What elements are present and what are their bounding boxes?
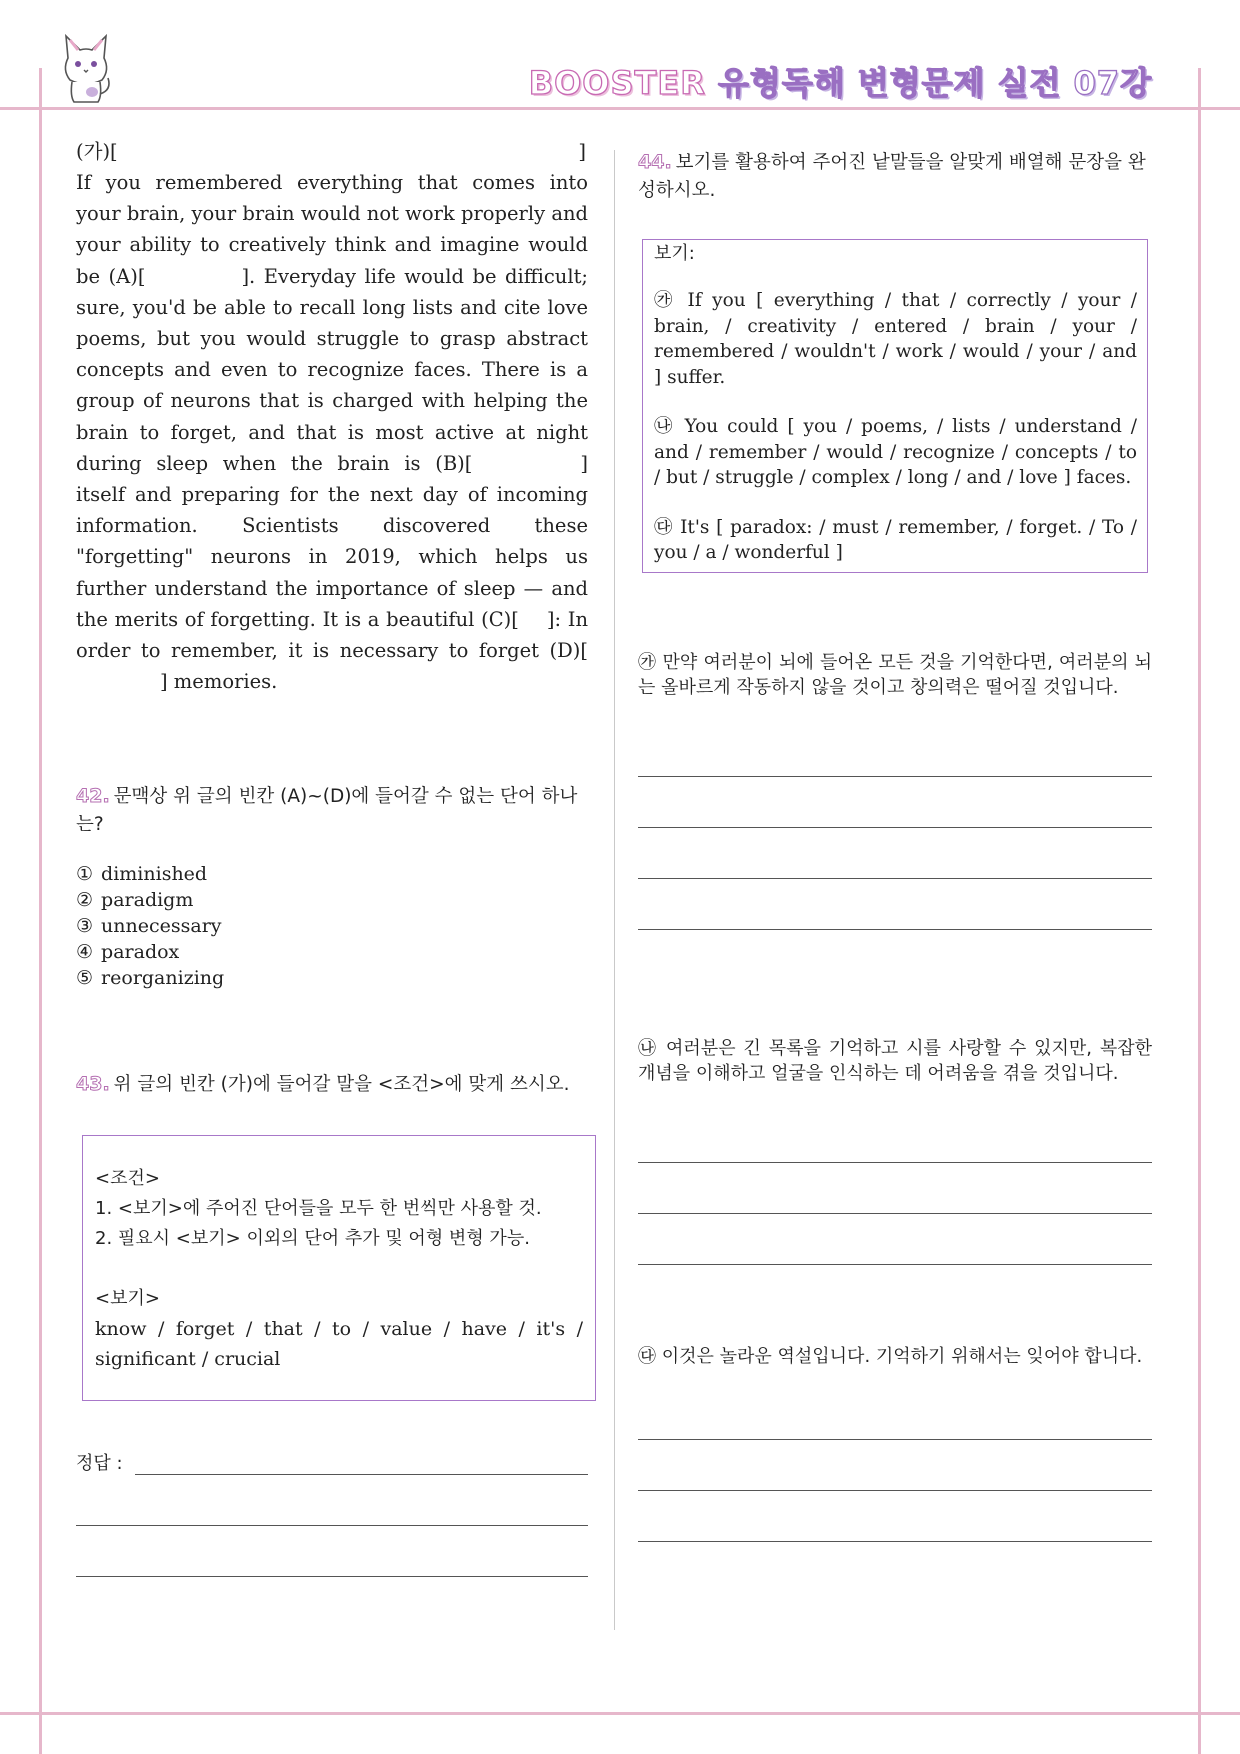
q44-text: 보기를 활용하여 주어진 낱말들을 알맞게 배열해 문장을 완성하시오.: [638, 152, 1146, 201]
view-words: know / forget / that / to / value / have / it's / significant / crucial: [95, 1318, 583, 1370]
footer-rule: [0, 1712, 1240, 1715]
passage-part-3: ] itself and preparing for the next day of incoming information. Scientists discovered these "forgetting" neurons in 2019, which helps us further understand the importance of sleep — and the merits of forgetting. It is a beautiful (C)[: [76, 451, 588, 631]
cond-1: 1. <보기>에 주어진 단어들을 모두 한 번씩만 사용할 것.: [95, 1198, 542, 1219]
passage-part-5: ] memories.: [160, 670, 278, 694]
t1-line-3[interactable]: [638, 878, 1152, 879]
passage-text: [76, 167, 588, 697]
q42-choice-5[interactable]: ⑤ reorganizing: [76, 967, 225, 989]
answer-line-2[interactable]: [76, 1525, 588, 1526]
q43-text: 위 글의 빈칸 (가)에 들어갈 말을 <조건>에 맞게 쓰시오.: [113, 1074, 570, 1095]
question-42: [76, 782, 588, 991]
q42-text: 문맥상 위 글의 빈칸 (A)~(D)에 들어갈 수 없는 단어 하나는?: [76, 786, 578, 835]
translation-block-1: [638, 650, 1152, 930]
header-rule: [0, 107, 1240, 110]
answer-line-3[interactable]: [76, 1576, 588, 1577]
translation-2: ㉯ 여러분은 긴 목록을 기억하고 시를 사랑할 수 있지만, 복잡한 개념을 이해하고 얼굴을 인식하는 데 어려움을 겪을 것입니다.: [638, 1038, 1152, 1084]
cond-2: 2. 필요시 <보기> 이외의 단어 추가 및 어형 변형 가능.: [95, 1228, 530, 1249]
left-column: [76, 136, 589, 1474]
q42-choices: [76, 861, 588, 991]
translation-block-3: [638, 1344, 1152, 1542]
view-item-3: ㉰ It's [ paradox: / must / remember, / forget. / To / you / a / wonderful ]: [654, 516, 1137, 563]
translation-1: ㉮ 만약 여러분이 뇌에 들어온 모든 것을 기억한다면, 여러분의 뇌는 올바르게 작동하지 않을 것이고 창의력은 떨어질 것입니다.: [638, 652, 1152, 698]
q43-answer-row: [76, 1449, 588, 1475]
view-item-2: ㉯ You could [ you / poems, / lists / understand / and / remember / would / recognize / concepts / to / but / struggle / complex / long / and / love ] faces.: [654, 416, 1137, 488]
q44-number: 44.: [638, 151, 672, 173]
passage-title-label: (가)[: [76, 140, 118, 163]
translation-3: ㉰ 이것은 놀라운 역설입니다. 기억하기 위해서는 잊어야 합니다.: [638, 1346, 1143, 1367]
passage-part-2: ]. Everyday life would be difficult; sure, you'd be able to recall long lists and cite love poems, but you would struggle to grasp abstract concepts and even to recognize faces. There is a group of neurons that is charged with helping the brain to forget, and that is most active at night during sleep when the brain is (B)[: [76, 264, 588, 475]
header-title-text: 유형독해 변형문제 실전 07강: [718, 64, 1152, 102]
t1-line-1[interactable]: [638, 776, 1152, 777]
q42-choice-1[interactable]: ① diminished: [76, 863, 208, 885]
passage-part-4: ]: In order to remember, it is necessary to forget (D)[: [76, 607, 589, 663]
view-label: 보기:: [654, 243, 695, 264]
q44-view-box: [642, 239, 1148, 573]
t2-line-2[interactable]: [638, 1213, 1152, 1214]
cat-logo-icon: [56, 30, 116, 106]
translation-block-2: [638, 1036, 1152, 1265]
t3-line-1[interactable]: [638, 1439, 1152, 1440]
passage-title-close: ]: [578, 140, 586, 163]
passage-part-1: If you remembered everything that comes into your brain, your brain would not work properly and your ability to creatively think and imagine would be (A)[: [76, 171, 588, 288]
view-title: <보기>: [95, 1288, 160, 1309]
q43-number: 43.: [76, 1073, 110, 1095]
passage-title-blank: [76, 136, 588, 167]
q43-prompt: [76, 1070, 588, 1099]
view-item-1: ㉮ If you [ everything / that / correctly / your / brain, / creativity / entered / brain / your / remembered / wouldn't / work / would / your / and ] suffer.: [654, 290, 1137, 388]
answer-label: 정답 :: [76, 1453, 123, 1474]
header-brand: BOOSTER: [528, 64, 706, 102]
column-divider: [614, 150, 615, 1630]
answer-line-1[interactable]: [135, 1450, 588, 1475]
t2-line-1[interactable]: [638, 1162, 1152, 1163]
question-43: [76, 1070, 596, 1577]
t1-line-2[interactable]: [638, 827, 1152, 828]
q42-choice-3[interactable]: ③ unnecessary: [76, 915, 222, 937]
q42-choice-2[interactable]: ② paradigm: [76, 889, 194, 911]
q42-prompt: [76, 782, 588, 839]
q44-prompt: [638, 148, 1152, 205]
q42-choice-4[interactable]: ④ paradox: [76, 941, 180, 963]
t1-line-4[interactable]: [638, 929, 1152, 930]
right-margin-rule: [1198, 68, 1201, 1754]
t3-line-3[interactable]: [638, 1541, 1152, 1542]
left-margin-rule: [39, 68, 42, 1754]
q43-condition-box: [82, 1135, 596, 1401]
header-title: [529, 58, 1152, 104]
t3-line-2[interactable]: [638, 1490, 1152, 1491]
t2-line-3[interactable]: [638, 1264, 1152, 1265]
right-column: [638, 148, 1152, 1367]
q42-number: 42.: [76, 785, 110, 807]
cond-title: <조건>: [95, 1168, 160, 1189]
